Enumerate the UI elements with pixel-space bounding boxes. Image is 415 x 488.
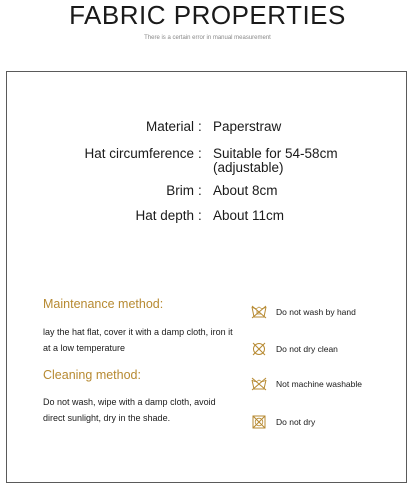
spec-colon: : bbox=[198, 208, 202, 223]
spec-colon: : bbox=[198, 119, 202, 134]
spec-value: Paperstraw bbox=[213, 119, 282, 134]
maintenance-text: lay the hat flat, cover it with a damp cloth, iron it at a low temperature bbox=[43, 327, 233, 353]
cleaning-heading: Cleaning method: bbox=[43, 368, 141, 382]
no-hand-wash-icon bbox=[251, 305, 267, 319]
spec-value-continued: (adjustable) bbox=[213, 160, 284, 175]
no-machine-wash-icon bbox=[251, 377, 267, 391]
no-dry-clean-icon bbox=[251, 342, 267, 356]
spec-label: Material bbox=[145, 119, 194, 134]
spec-label: Hat depth bbox=[135, 208, 194, 223]
no-tumble-dry-icon bbox=[251, 415, 267, 429]
spec-value: About 8cm bbox=[213, 183, 278, 198]
page-subtitle: There is a certain error in manual measurement bbox=[144, 35, 271, 41]
spec-value: About 11cm bbox=[213, 208, 285, 223]
page-title: FABRIC PROPERTIES bbox=[69, 0, 346, 30]
spec-colon: : bbox=[198, 183, 202, 198]
spec-value: Suitable for 54-58cm bbox=[213, 146, 338, 161]
spec-label: Hat circumference bbox=[84, 146, 194, 161]
maintenance-heading: Maintenance method: bbox=[43, 297, 164, 311]
care-label: Do not dry bbox=[276, 417, 316, 427]
cleaning-text: Do not wash, wipe with a damp cloth, avoid direct sunlight, dry in the shade. bbox=[43, 397, 216, 423]
care-label: Do not dry clean bbox=[276, 344, 338, 354]
care-label: Not machine washable bbox=[276, 379, 362, 389]
care-label: Do not wash by hand bbox=[276, 307, 356, 317]
spec-colon: : bbox=[198, 146, 202, 161]
spec-label: Brim bbox=[166, 183, 194, 198]
